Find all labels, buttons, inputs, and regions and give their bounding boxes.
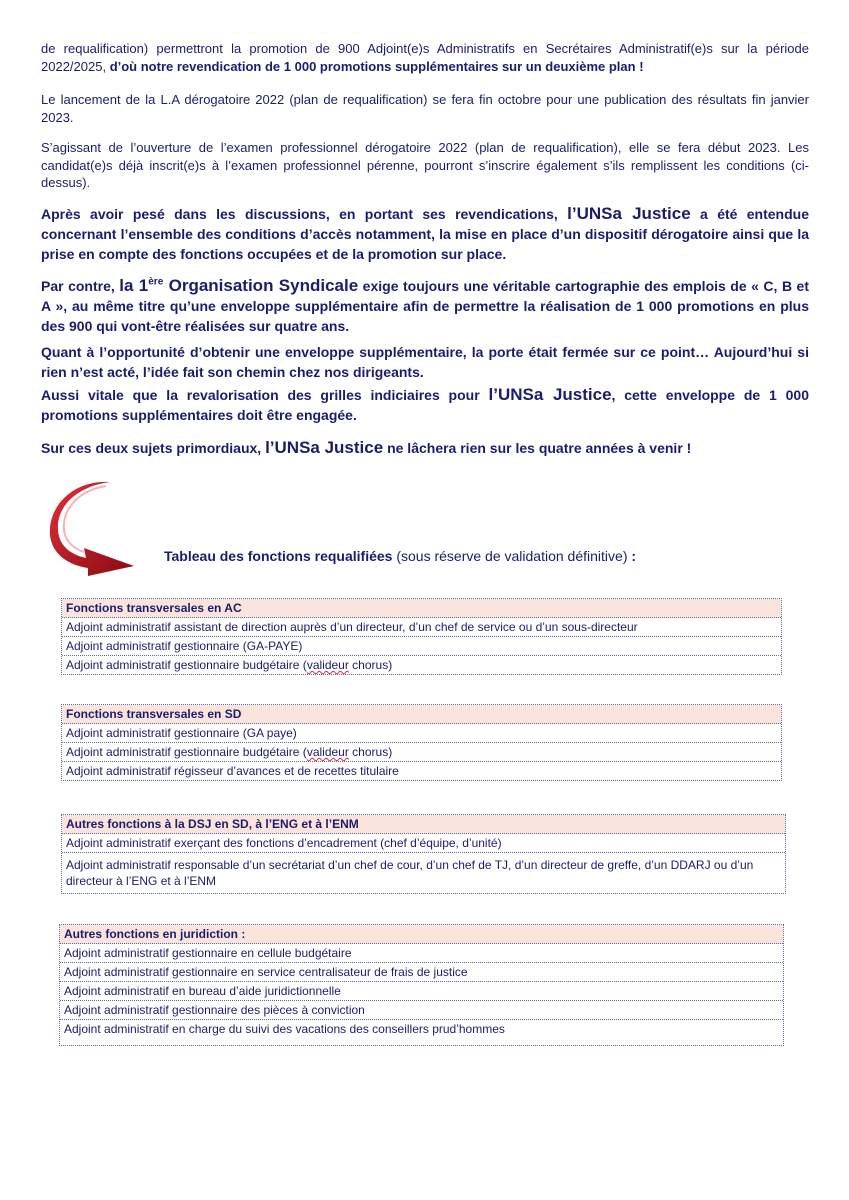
superscript: ère	[148, 276, 164, 288]
paragraph-text: Sur ces deux sujets primordiaux,	[41, 440, 266, 456]
paragraph-text: a été entendue concernant l’ensemble des conditions d’accès notamment, la mise en place d’un dispositif dérogatoire ainsi que la prise en compte des fonctions occupées et de la promotion sur place.	[41, 206, 810, 262]
table-row: Adjoint administratif régisseur d’avances et de recettes titulaire	[66, 764, 399, 778]
table-fonctions-juridiction	[59, 924, 784, 1046]
paragraph-text: de requalification) permettront la promotion de 900 Adjoint(e)s Administratifs en Secrétaires Administratif(e)s sur la période 2022/2025,	[41, 41, 809, 74]
organisation-label: Organisation Syndicale	[163, 276, 359, 295]
table-row	[62, 656, 781, 674]
paragraph-examen: S’agissant de l’ouverture de l’examen professionnel dérogatoire 2022 (plan de requalification), elle se fera début 2023. Les candidat(e)s déjà inscrit(e)s à l’examen professionnel pérenne, pourront s’inscrire également s’ils remplissent les conditions (ci-dessus).	[41, 140, 809, 191]
organisation-name	[119, 276, 358, 295]
paragraph-enveloppe: Quant à l’opportunité d’obtenir une enveloppe supplémentaire, la porte était fermée sur ce point… Aujourd’hui si rien n’est acté, l’idée fait son chemin chez nos dirigeants.	[41, 344, 809, 380]
table-header: Autres fonctions en juridiction :	[60, 925, 783, 944]
table-cell-text: Adjoint administratif gestionnaire budgétaire (valideur chorus)	[66, 658, 393, 672]
table-title-note: (sous réserve de validation définitive)	[392, 548, 632, 564]
table-header: Fonctions transversales en AC	[62, 599, 781, 618]
paragraph-cartographie	[41, 276, 809, 336]
organisation-rank: la 1	[119, 276, 149, 295]
table-row: Adjoint administratif gestionnaire en service centralisateur de frais de justice	[60, 963, 783, 982]
curved-arrow-icon	[48, 478, 140, 576]
paragraph-bold-text: d’où notre revendication de 1 000 promotions supplémentaires sur un deuxième plan !	[109, 58, 644, 74]
table-row: Adjoint administratif responsable d’un secrétariat d’un chef de cour, d’un chef de TJ, d’un directeur de greffe, d’un DDARJ ou d’un directeur à l’ENG et à l’ENM	[66, 858, 754, 888]
paragraph-la-derogatoire: Le lancement de la L.A dérogatoire 2022 (plan de requalification) se fera fin octobre pour une publication des résultats fin janvier 2023.	[41, 92, 809, 125]
unsa-name: l’UNSa Justice	[488, 385, 612, 404]
table-fonctions-sd	[61, 704, 782, 781]
table-row: Adjoint administratif gestionnaire en cellule budgétaire	[60, 944, 783, 963]
paragraph-text: Par contre,	[41, 278, 120, 294]
table-row: Adjoint administratif gestionnaire (GA-PAYE)	[62, 637, 781, 656]
table-row: Adjoint administratif en charge du suivi des vacations des conseillers prud’hommes	[64, 1022, 505, 1036]
table-title-colon: :	[631, 548, 637, 564]
unsa-name: l’UNSa Justice	[265, 438, 384, 457]
table-row: Adjoint administratif en bureau d’aide juridictionnelle	[60, 982, 783, 1001]
table-row: Adjoint administratif assistant de direction auprès d’un directeur, d’un chef de service ou d’un sous-directeur	[62, 618, 781, 637]
paragraph-text: ne lâchera rien sur les quatre années à venir !	[383, 440, 692, 456]
paragraph-revalorisation	[41, 385, 809, 425]
table-fonctions-ac	[61, 598, 782, 675]
spellcheck-word: valideur	[306, 745, 349, 759]
paragraph-conclusion	[41, 438, 809, 458]
table-row: Adjoint administratif gestionnaire des pièces à conviction	[60, 1001, 783, 1020]
table-title	[164, 548, 636, 564]
table-row: Adjoint administratif exerçant des fonctions d’encadrement (chef d’équipe, d’unité)	[62, 834, 785, 853]
paragraph-text: , cette enveloppe de 1 000 promotions supplémentaires doit être engagée.	[41, 387, 809, 423]
spellcheck-word: valideur	[306, 658, 349, 672]
unsa-name: l’UNSa Justice	[567, 204, 691, 223]
table-header: Autres fonctions à la DSJ en SD, à l’ENG et à l’ENM	[62, 815, 785, 834]
paragraph-text: Après avoir pesé dans les discussions, en portant ses revendications,	[41, 206, 568, 222]
table-header: Fonctions transversales en SD	[62, 705, 781, 724]
paragraph-text: exige toujours une véritable cartographie des emplois de « C, B et A », au même titre qu’une enveloppe supplémentaire afin de permettre la réalisation de 1 000 promotions en plus des 900 qui vont-être réalisées sur quatre ans.	[41, 278, 810, 334]
paragraph-unsa-entendue	[41, 204, 809, 264]
table-title-bold: Tableau des fonctions requalifiées	[164, 548, 393, 564]
paragraph-text: Aussi vitale que la revalorisation des grilles indiciaires pour	[41, 387, 489, 403]
paragraph-promotion	[41, 40, 809, 75]
table-row: Adjoint administratif gestionnaire budgétaire (valideur chorus)	[62, 743, 781, 762]
table-fonctions-dsj	[61, 814, 786, 894]
table-row: Adjoint administratif gestionnaire (GA paye)	[62, 724, 781, 743]
